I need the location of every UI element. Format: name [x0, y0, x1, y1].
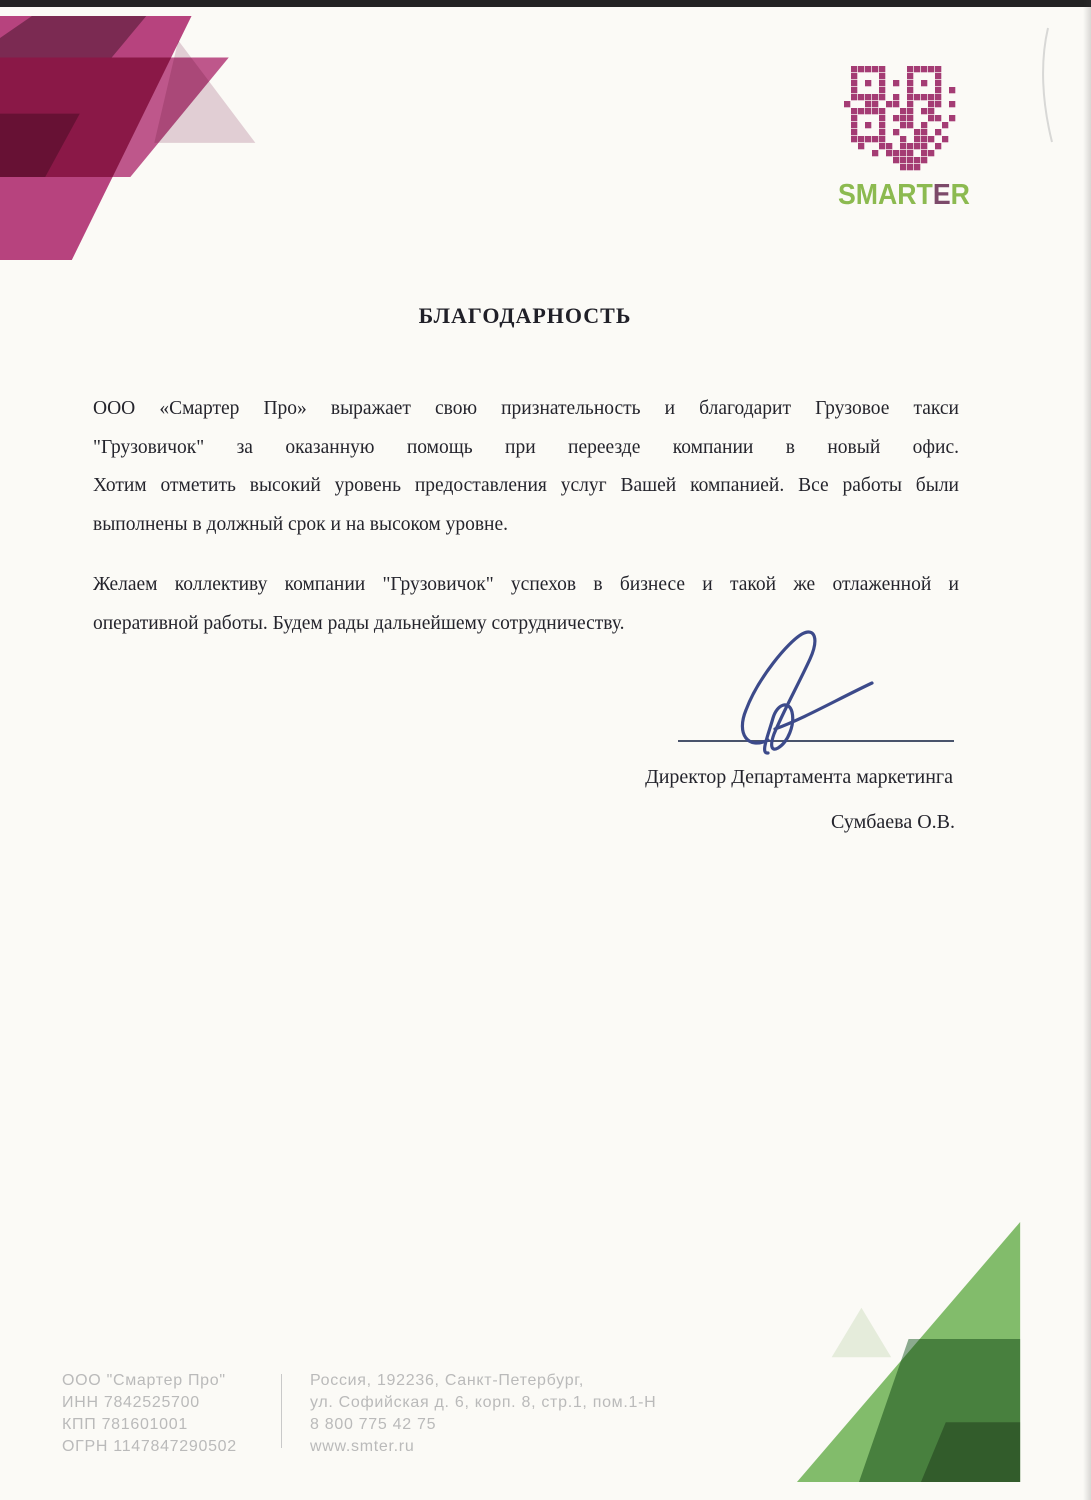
qr-brain-logo-icon [844, 66, 956, 171]
wordmark-r: R [950, 179, 970, 211]
footer-company-line: КПП 781601001 [62, 1416, 188, 1433]
paragraph-1-line: ООО «Смартер Про» выражает свою признательность и благодарит Грузовое такси [93, 398, 959, 419]
paragraph-1-line: "Грузовичок" за оказанную помощь при переезде компании в новый офис. [93, 436, 959, 458]
paragraph-2-line: Желаем коллективу компании "Грузовичок" успехов в бизнесе и такой же отлаженной и [93, 574, 959, 595]
signatory-role: Директор Департамента маркетинга [645, 766, 953, 788]
wordmark-e: E [932, 179, 951, 211]
paragraph-1-line: выполнены в должный срок и на высоком уровне. [93, 513, 509, 535]
wordmark-smart: SMART [838, 179, 933, 211]
footer-contact-line: 8 800 775 42 75 [310, 1416, 437, 1433]
paragraph-1 [93, 390, 959, 544]
footer-company-line: ООО "Смартер Про" [62, 1372, 226, 1389]
footer-contact-line: ул. Софийская д. 6, корп. 8, стр.1, пом.1-Н [310, 1394, 657, 1411]
footer-company-details [62, 1370, 237, 1458]
letter-title: БЛАГОДАРНОСТЬ [418, 303, 632, 328]
footer-contact-line: Россия, 192236, Санкт-Петербург, [310, 1372, 585, 1389]
triangle-decoration-top-left [0, 16, 266, 260]
footer-company-line: ОГРН 1147847290502 [62, 1438, 237, 1455]
scan-artifact-line [1030, 22, 1070, 162]
footer-company-line: ИНН 7842525700 [62, 1394, 200, 1411]
smarter-wordmark [838, 179, 970, 212]
footer-divider [281, 1374, 282, 1448]
scan-edge-top [0, 0, 1091, 7]
footer-contact-details [310, 1370, 656, 1458]
scan-edge-right [1083, 0, 1091, 1500]
handwritten-signature [688, 626, 898, 762]
paragraph-2-line: оперативной работы. Будем рады дальнейшему сотрудничеству. [93, 612, 625, 634]
signatory-name: Сумбаева О.В. [830, 811, 955, 833]
footer-contact-line: www.smter.ru [310, 1438, 415, 1455]
triangle-decoration-bottom-right [792, 1222, 1040, 1482]
smarter-logo [838, 66, 968, 212]
paragraph-1-line: Хотим отметить высокий уровень предоставления услуг Вашей компанией. Все работы были [93, 475, 959, 496]
